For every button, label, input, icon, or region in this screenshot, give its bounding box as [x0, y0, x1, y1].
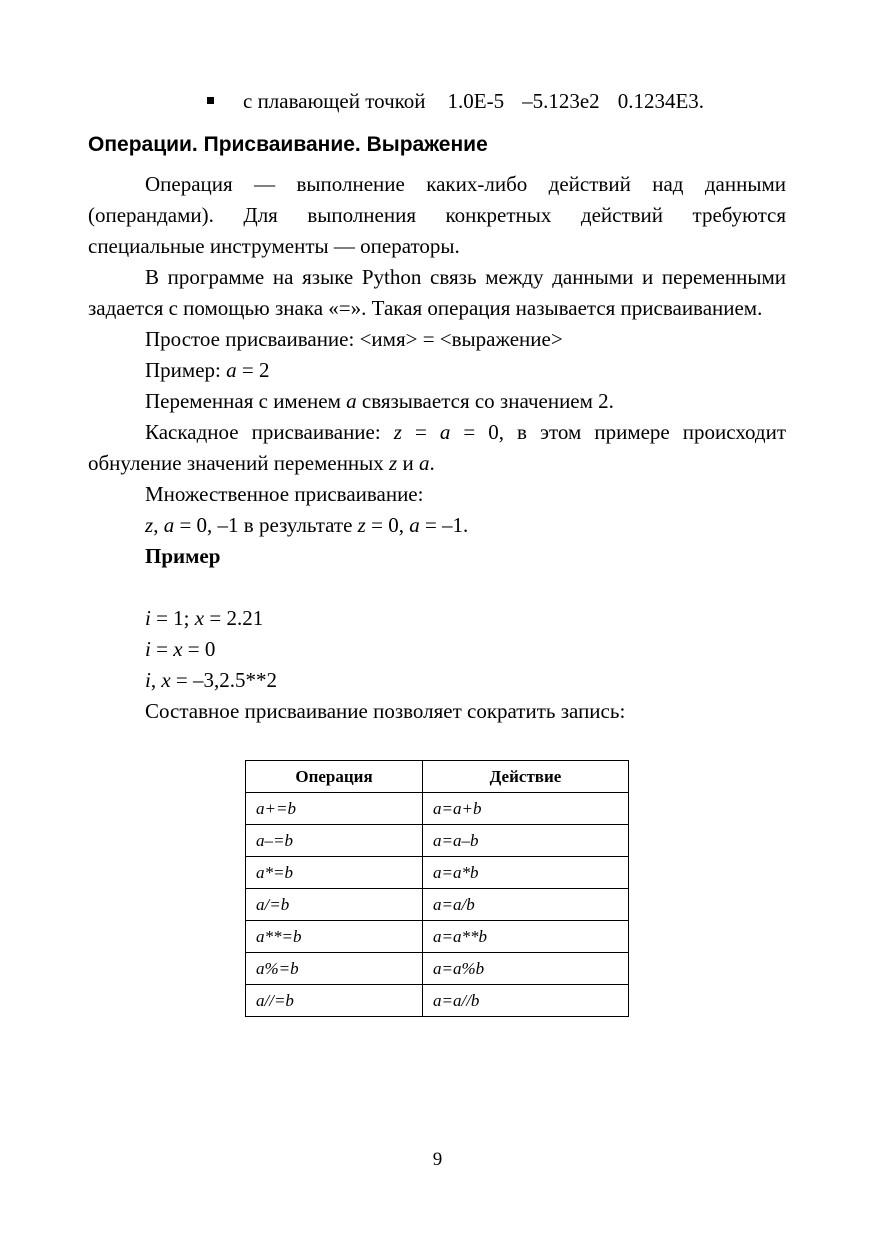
operation-cell: a/=b — [246, 889, 423, 921]
action-cell: a=a%b — [423, 953, 629, 985]
table-header-row — [246, 761, 629, 793]
var-a: a — [409, 513, 420, 537]
example-value: = 2 — [236, 358, 270, 382]
bullet-item — [88, 86, 786, 117]
cascade-paragraph — [88, 417, 786, 479]
table-row — [246, 953, 629, 985]
var-z: z — [145, 513, 154, 537]
var-a: a — [226, 358, 237, 382]
action-cell: a=a/b — [423, 889, 629, 921]
var-i: i — [145, 606, 151, 630]
table-row — [246, 889, 629, 921]
page-number: 9 — [432, 1149, 443, 1170]
code-line-3 — [88, 665, 786, 696]
binding-text-start: Переменная с именем — [145, 389, 347, 413]
operation-cell: a–=b — [246, 825, 423, 857]
bullet-text — [243, 89, 704, 113]
code-line-2 — [88, 634, 786, 665]
compound-operators-table — [245, 760, 629, 1017]
paragraph-assignment: В программе на языке Python связь между данными и переменными задается с помощью знака «=». Такая операция называется присваиванием. — [88, 265, 786, 320]
var-z: z — [357, 513, 366, 537]
float-example-3: 0.1234E3. — [617, 89, 705, 113]
table-row — [246, 857, 629, 889]
action-cell: a=a//b — [423, 985, 629, 1017]
simple-assignment-line: Простое присваивание: <имя> = <выражение> — [145, 327, 563, 351]
table-row — [246, 793, 629, 825]
table-row — [246, 921, 629, 953]
float-example-2: –5.123e2 — [522, 89, 600, 113]
header-action: Действие — [423, 761, 629, 793]
multiple-assignment-label: Множественное присваивание: — [145, 482, 424, 506]
code-text: , — [150, 668, 162, 692]
multiple-end: = –1. — [419, 513, 469, 537]
compound-operators-table-wrap — [245, 760, 786, 1017]
operation-cell: a*=b — [246, 857, 423, 889]
binding-text-end: связывается со значением 2. — [356, 389, 614, 413]
code-text: = –3,2.5**2 — [170, 668, 278, 692]
example-heading: Пример — [145, 544, 221, 568]
var-x: x — [161, 668, 171, 692]
compound-assignment-text: Составное присваивание позволяет сократить запись: — [145, 699, 626, 723]
cascade-eq: = — [401, 420, 440, 444]
action-cell: a=a+b — [423, 793, 629, 825]
code-line-1 — [88, 603, 786, 634]
var-a: a — [418, 451, 430, 475]
cascade-end: . — [429, 451, 435, 475]
operation-cell: a//=b — [246, 985, 423, 1017]
square-bullet-icon — [207, 97, 214, 104]
simple-example-line — [88, 355, 786, 386]
var-i: i — [145, 637, 151, 661]
multiple-assignment-example — [88, 510, 786, 541]
var-x: x — [194, 606, 205, 630]
var-a: a — [163, 513, 175, 537]
var-i: i — [145, 668, 151, 692]
table-row — [246, 825, 629, 857]
operation-cell: a%=b — [246, 953, 423, 985]
cascade-and: и — [397, 451, 419, 475]
var-a: a — [346, 389, 357, 413]
var-z: z — [393, 420, 402, 444]
table-row — [246, 985, 629, 1017]
binding-line — [88, 386, 786, 417]
multiple-text-2: = 0, — [365, 513, 410, 537]
cascade-text: = 0, в этом примере происходит обнуление значений переменных — [88, 420, 787, 475]
action-cell: a=a*b — [423, 857, 629, 889]
comma: , — [153, 513, 164, 537]
var-z: z — [389, 451, 398, 475]
code-text: = 0 — [182, 637, 216, 661]
spacer — [88, 572, 786, 603]
var-x: x — [173, 637, 183, 661]
cascade-label: Каскадное присваивание: — [145, 420, 394, 444]
code-text: = 2.21 — [204, 606, 264, 630]
operation-cell: a+=b — [246, 793, 423, 825]
code-text: = 1; — [150, 606, 195, 630]
action-cell: a=a**b — [423, 921, 629, 953]
header-operation: Операция — [246, 761, 423, 793]
page-content — [88, 86, 786, 1017]
paragraph-operation: Операция — выполнение каких-либо действий над данными (операндами). Для выполнения конкретных действий требуются специальные инструменты — операторы. — [88, 172, 786, 258]
section-heading: Операции. Присваивание. Выражение — [88, 133, 488, 156]
bullet-label: с плавающей точкой — [243, 89, 426, 113]
operation-cell: a**=b — [246, 921, 423, 953]
float-example-1: 1.0E-5 — [447, 89, 505, 113]
var-a: a — [439, 420, 451, 444]
action-cell: a=a–b — [423, 825, 629, 857]
example-label: Пример: — [145, 358, 227, 382]
multiple-text: = 0, –1 в результате — [174, 513, 358, 537]
code-text: = — [150, 637, 174, 661]
